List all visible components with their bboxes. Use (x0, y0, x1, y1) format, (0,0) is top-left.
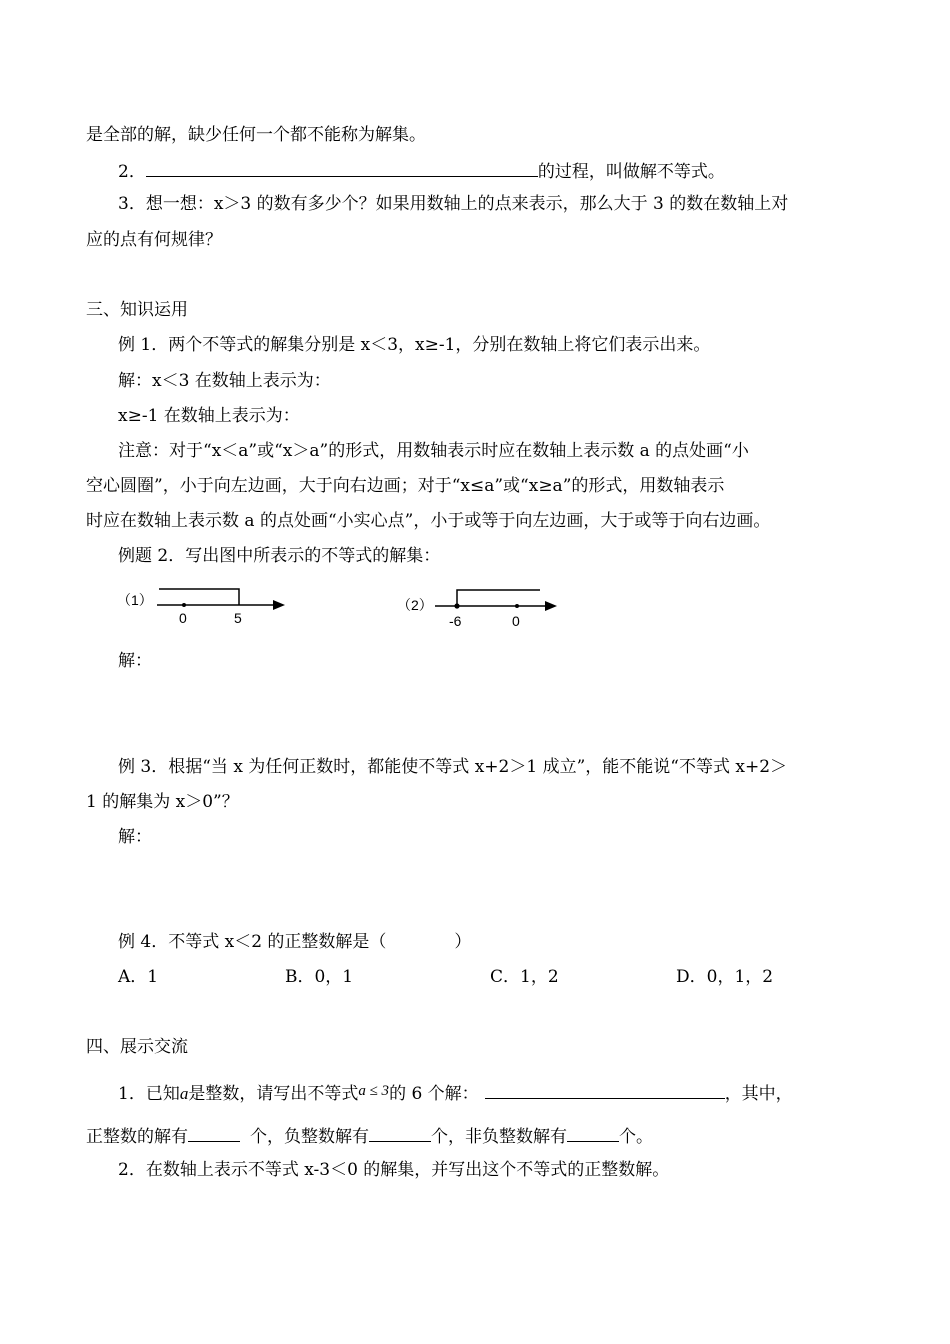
text-line: 应的点有何规律？ (86, 230, 222, 250)
text-fragment: 的 6 个解： (389, 1084, 479, 1104)
item-number: 2． (118, 162, 146, 182)
answer-blank[interactable] (146, 158, 538, 177)
question-1 (118, 1080, 793, 1105)
tick-label: 5 (234, 610, 242, 626)
text-fragment: 1．已知 (118, 1084, 180, 1104)
text-fragment: 个。 (619, 1127, 653, 1147)
number-line-figure-1 (115, 584, 295, 630)
note-line: 空心圆圈”，小于向左边画，大于向右边画；对于“x≤a”或“x≥a”的形式，用数轴表示 (86, 476, 725, 496)
text-fragment: 个，负整数解有 (250, 1127, 369, 1147)
figure-label: （1） (117, 592, 153, 608)
text-fragment: 的过程，叫做解不等式。 (537, 162, 725, 182)
option-c[interactable]: C．1，2 (490, 967, 559, 987)
solution-line: 解： (118, 827, 152, 847)
answer-blank[interactable] (485, 1080, 725, 1099)
axis-arrow (273, 600, 285, 610)
figure-label: （2） (397, 597, 433, 613)
axis-arrow (545, 601, 557, 611)
text-fragment: 个，非负整数解有 (431, 1127, 567, 1147)
math-var: a (179, 1084, 189, 1103)
tick-label: -6 (449, 613, 462, 629)
tick-dot (515, 604, 519, 608)
text-fragment: 是整数，请写出不等式 (188, 1084, 359, 1104)
math-inequality: a ≤ 3 (358, 1083, 390, 1099)
tick-label: 0 (512, 613, 520, 629)
question-2: 2．在数轴上表示不等式 x-3＜0 的解集，并写出这个不等式的正整数解。 (118, 1160, 670, 1180)
solution-line: x≥-1 在数轴上表示为： (118, 406, 300, 426)
answer-blank[interactable] (369, 1123, 431, 1142)
number-line-figure-2 (395, 586, 565, 632)
solution-bracket (159, 589, 239, 605)
note-line: 时应在数轴上表示数 a 的点处画“小实心点”，小于或等于向左边画，大于或等于向右边画。 (86, 511, 771, 531)
solid-point (454, 603, 459, 608)
solution-line: 解：x＜3 在数轴上表示为： (118, 371, 331, 391)
example-3: 例 3．根据“当 x 为任何正数时，都能使不等式 x+2＞1 成立”，能不能说“不等式 x+2＞ (118, 757, 788, 777)
tick-label: 0 (179, 610, 187, 626)
section-heading: 三、知识运用 (86, 300, 188, 320)
text-line: 是全部的解，缺少任何一个都不能称为解集。 (86, 125, 426, 145)
example-3-cont: 1 的解集为 x＞0”？ (86, 792, 239, 812)
answer-blank[interactable] (567, 1123, 619, 1142)
text-fragment: ，其中， (724, 1084, 793, 1104)
example-1: 例 1．两个不等式的解集分别是 x＜3，x≥-1，分别在数轴上将它们表示出来。 (118, 335, 711, 355)
answer-blank[interactable] (188, 1123, 240, 1142)
option-b[interactable]: B．0，1 (285, 967, 354, 987)
example-2: 例题 2．写出图中所表示的不等式的解集： (118, 546, 441, 566)
option-a[interactable]: A．1 (118, 967, 159, 987)
solution-bracket (457, 590, 540, 606)
example-4: 例 4．不等式 x＜2 的正整数解是（ ） (118, 932, 472, 952)
section-heading: 四、展示交流 (86, 1037, 188, 1057)
tick-dot (182, 603, 186, 607)
question-1-cont (86, 1123, 653, 1148)
fill-blank-definition (118, 158, 725, 183)
text-fragment: 正整数的解有 (86, 1127, 188, 1147)
text-line: 3．想一想：x＞3 的数有多少个？如果用数轴上的点来表示，那么大于 3 的数在数轴上对 (118, 194, 789, 214)
option-d[interactable]: D．0，1，2 (676, 967, 774, 987)
note-line: 注意：对于“x＜a”或“x＞a”的形式，用数轴表示时应在数轴上表示数 a 的点处画“小 (118, 441, 749, 461)
solution-line: 解： (118, 651, 152, 671)
